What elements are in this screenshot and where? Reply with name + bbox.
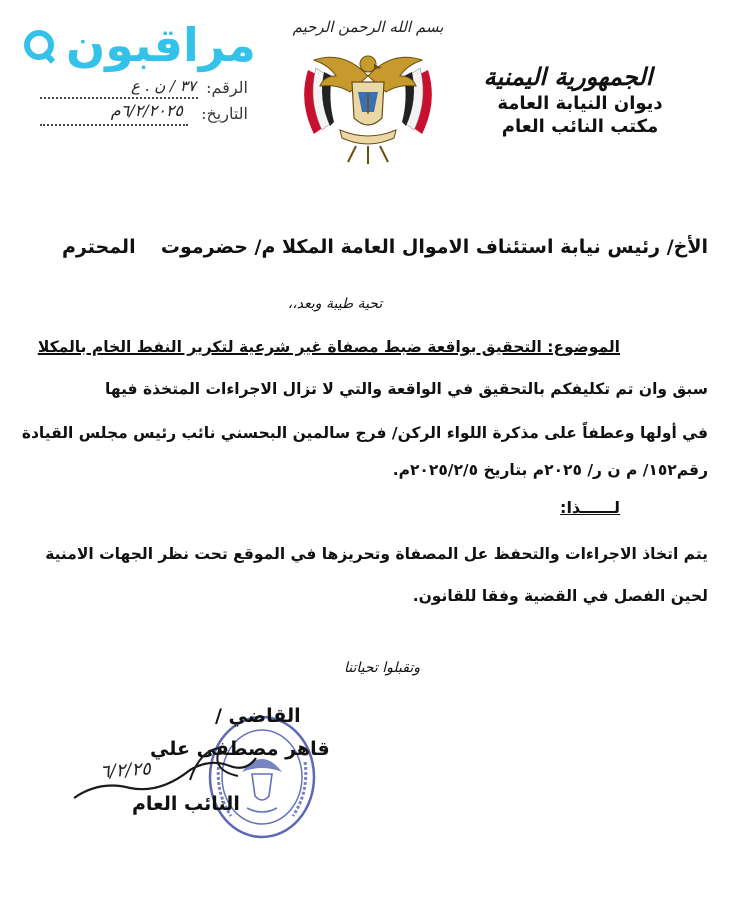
ref-number-value: ٣٧ / ن . ع [131, 77, 196, 95]
emblem-block [288, 18, 448, 168]
watermark-logo [24, 18, 254, 80]
signature-title: القاضي / [215, 705, 301, 727]
reference-block [38, 78, 248, 138]
signature-handwritten-date: ٦/٢/٢٥ [99, 758, 152, 783]
body-paragraph-line-5: لحين الفصل في القضية وفقا للقانون. [412, 587, 708, 605]
signature-name: قاهر مصطفى علي [150, 738, 330, 760]
signature-position: النائب العام [132, 793, 240, 815]
letter-subject: الموضوع: التحقيق بواقعة ضبط مصفاة غير شرعية لتكرير النفط الخام بالمكلا [37, 338, 620, 356]
yemen-eagle-emblem-icon [294, 42, 442, 170]
header-office: ديوان النيابة العامة [497, 93, 663, 114]
basmala: بسم الله الرحمن الرحيم [292, 18, 444, 36]
ref-date-label: التاريخ: [201, 104, 248, 123]
handwritten-signature-icon [70, 740, 260, 810]
body-paragraph-line-4: يتم اتخاذ الاجراءات والتحفظ عل المصفاة وتحريزها في الموقع تحت نظر الجهات الامنية [45, 545, 708, 563]
ref-date-value: ٦/٢/٢٠٢٥م [110, 101, 183, 120]
header-republic: الجمهورية اليمنية [483, 62, 653, 91]
watermark-ring-icon [24, 30, 54, 60]
header-department: مكتب النائب العام [501, 116, 659, 137]
ref-number-dots [40, 97, 198, 99]
body-paragraph-line-2: في أولها وعطفاً على مذكرة اللواء الركن/ فرج سالمين البحسني نائب رئيس مجلس القيادة [21, 424, 708, 442]
ref-number-label: الرقم: [206, 78, 248, 97]
ref-date-dots [40, 124, 188, 126]
greeting: تحية طيبة وبعد،، [287, 296, 383, 312]
watermark-text: مراقبون [66, 18, 256, 72]
addressee-line: الأخ/ رئيس نيابة استئناف الاموال العامة المكلا م/ حضرموت [160, 236, 708, 258]
addressee-honorific: المحترم [62, 236, 136, 258]
therefore-heading: لــــــذا: [560, 498, 620, 517]
body-paragraph-line-1: سبق وان تم تكليفكم بالتحقيق في الواقعة والتي لا تزال الاجراءات المتخذة فيها [105, 380, 708, 398]
header-block [460, 62, 700, 137]
body-paragraph-line-3: رقم١٥٢/ م ن ر/ ٢٠٢٥م بتاريخ ٢٠٢٥/٢/٥م. [392, 461, 708, 479]
closing: وتقبلوا تحياتنا [344, 660, 420, 676]
